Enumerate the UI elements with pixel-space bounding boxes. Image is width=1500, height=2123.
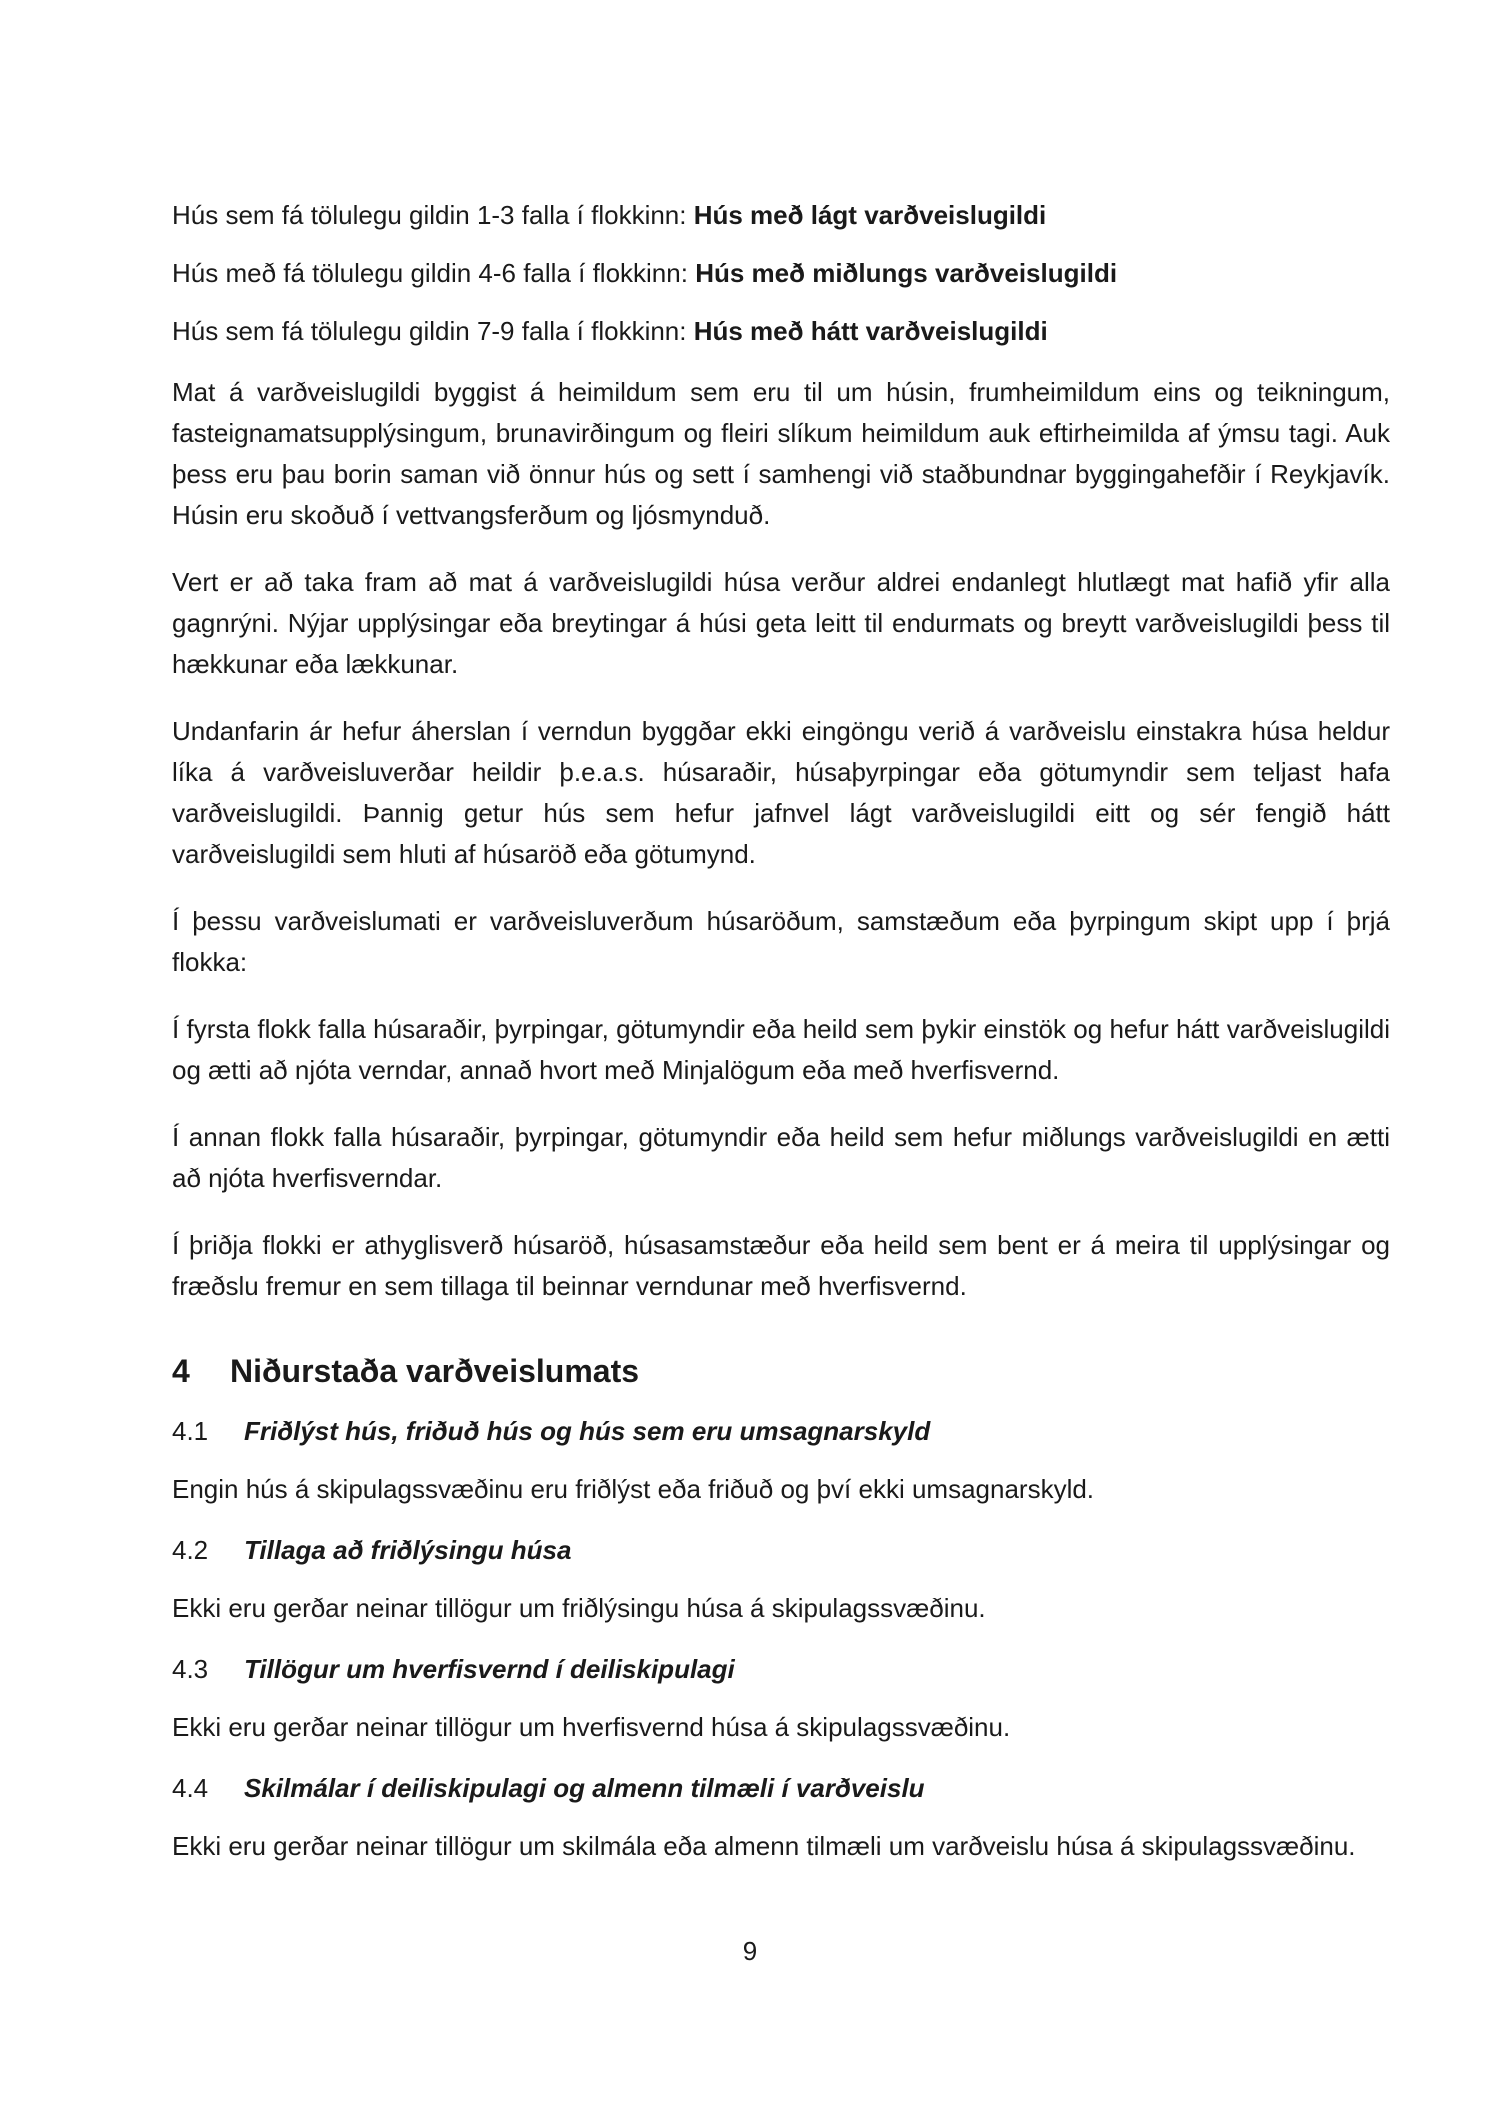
paragraph-assessment-basis: Mat á varðveislugildi byggist á heimildum sem eru til um húsin, frumheimildum eins og teikningum, fasteignamatsupplýsingum, brunavirðingum og fleiri slíkum heimildum auk eftirheimilda af ýmsu tagi. Auk þess eru þau borin saman við önnur hús og sett í samhengi við staðbundnar byggingahefðir í Reykjavík. Húsin eru skoðuð í vettvangsferðum og ljósmynduð. [172,377,1390,530]
section-heading-4-3: 4.3 Tillögur um hverfisvernd í deiliskipulagi [172,1654,735,1684]
category-label-low: Hús með lágt varðveislugildi [693,200,1047,230]
page-number: 9 [742,1936,758,1966]
paragraph-three-categories: Í þessu varðveislumati er varðveisluverðum húsaröðum, samstæðum eða þyrpingum skipt upp í þrjá flokka: [172,906,1390,977]
category-line-high: Hús sem fá tölulegu gildin 7-9 falla í flokkinn: Hús með hátt varðveislugildi [172,316,1048,346]
section-body-4-4: Ekki eru gerðar neinar tillögur um skilmála eða almenn tilmæli um varðveislu húsa á skipulagssvæðinu. [172,1831,1356,1861]
paragraph-first-category: Í fyrsta flokk falla húsaraðir, þyrpingar, götumyndir eða heild sem þykir einstök og hefur hátt varðveislugildi og ætti að njóta verndar, annað hvort með Minjalögum eða með hverfisvernd. [172,1014,1390,1085]
section-body-4-3: Ekki eru gerðar neinar tillögur um hverfisvernd húsa á skipulagssvæðinu. [172,1712,1011,1742]
section-heading-4-2: 4.2 Tillaga að friðlýsingu húsa [172,1535,572,1565]
category-line-medium: Hús með fá tölulegu gildin 4-6 falla í flokkinn: Hús með miðlungs varðveislugildi [172,258,1118,288]
section-heading-4-1: 4.1 Friðlýst hús, friðuð hús og hús sem eru umsagnarskyld [172,1416,931,1446]
category-line-low: Hús sem fá tölulegu gildin 1-3 falla í flokkinn: Hús með lágt varðveislugildi [172,200,1047,230]
chapter-title: Niðurstaða varðveislumats [230,1353,640,1389]
paragraph-assessment-caveat: Vert er að taka fram að mat á varðveislugildi húsa verður aldrei endanlegt hlutlægt mat hafið yfir alla gagnrýni. Nýjar upplýsingar eða breytingar á húsi geta leitt til endurmats og breytt varðveislugildi þess til hækkunar eða lækkunar. [172,567,1390,679]
paragraph-wholes-emphasis: Undanfarin ár hefur áherslan í verndun byggðar ekki eingöngu verið á varðveislu einstakra húsa heldur líka á varðveisluverðar heildir þ.e.a.s. húsaraðir, húsaþyrpingar eða götumyndir sem teljast hafa varðveislugildi. Þannig getur hús sem hefur jafnvel lágt varðveislugildi eitt og sér fengið hátt varðveislugildi sem hluti af húsaröð eða götumynd. [172,716,1390,869]
chapter-number: 4 [172,1353,190,1389]
paragraph-third-category: Í þriðja flokki er athyglisverð húsaröð, húsasamstæður eða heild sem bent er á meira til upplýsingar og fræðslu fremur en sem tillaga til beinnar verndunar með hverfisvernd. [172,1230,1390,1301]
category-label-high: Hús með hátt varðveislugildi [693,316,1048,346]
section-body-4-1: Engin hús á skipulagssvæðinu eru friðlýst eða friðuð og því ekki umsagnarskyld. [172,1474,1095,1504]
category-label-medium: Hús með miðlungs varðveislugildi [695,258,1118,288]
section-heading-4-4: 4.4 Skilmálar í deiliskipulagi og almenn tilmæli í varðveislu [172,1773,925,1803]
chapter-heading [172,1351,1390,1391]
paragraph-second-category: Í annan flokk falla húsaraðir, þyrpingar, götumyndir eða heild sem hefur miðlungs varðveislugildi en ætti að njóta hverfisverndar. [172,1122,1390,1193]
section-body-4-2: Ekki eru gerðar neinar tillögur um friðlýsingu húsa á skipulagssvæðinu. [172,1593,986,1623]
document-page [172,196,1390,1889]
